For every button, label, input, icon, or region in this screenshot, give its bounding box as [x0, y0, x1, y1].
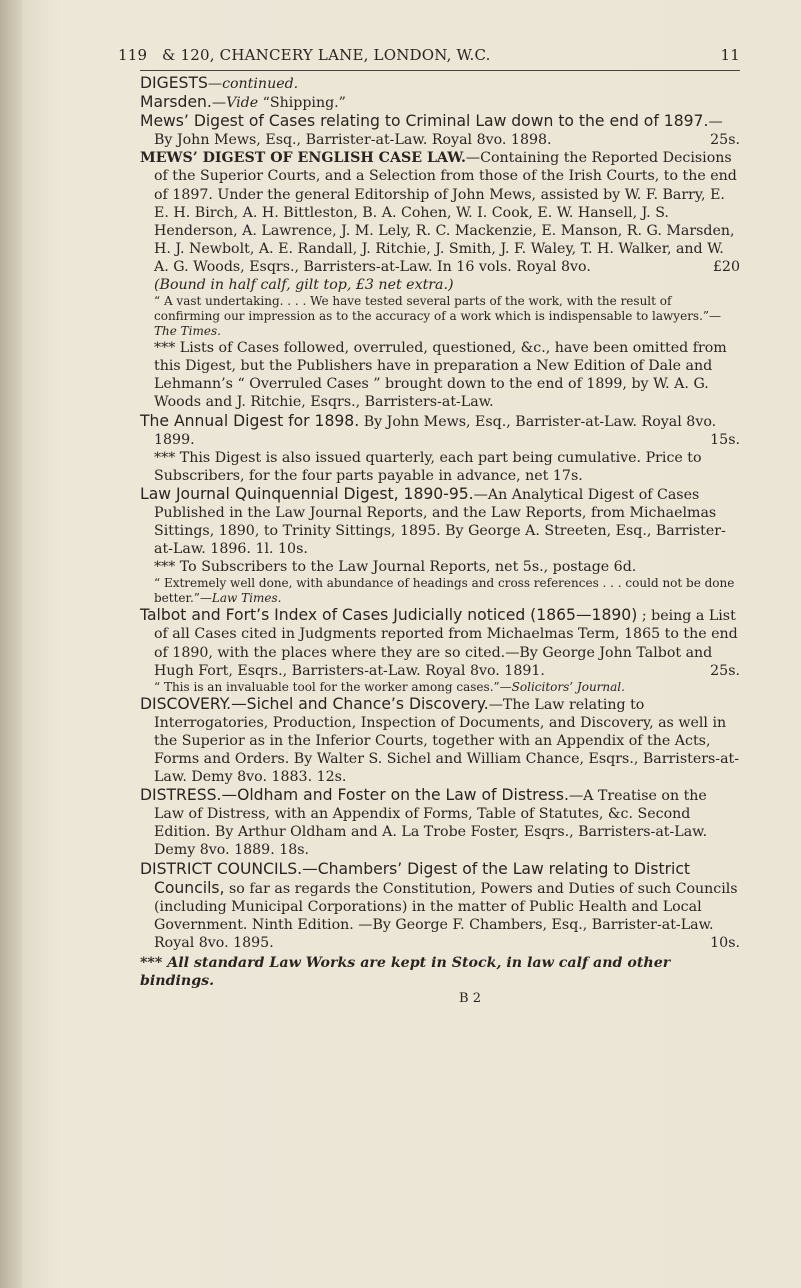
quinquennial-note: *** To Subscribers to the Law Journal Reports, net 5s., postage 6d.: [154, 559, 637, 576]
catalogue-text: [140, 74, 740, 1008]
discovery-body: —The Law relating to Interrogatories, Production, Inspection of Documents, and Discovery, as well in the Superior as in the Inferior Courts, together with an Appendix of the Acts, Forms and Orders. By Walter S. Sichel and William Chance, Esqrs., Barristers-at-Law. Demy 8vo. 1883. 12s.: [154, 696, 740, 786]
section-heading-digests: [140, 74, 740, 93]
district-price: 10s.: [710, 934, 740, 951]
annual-digest-price: 15s.: [710, 431, 740, 448]
quinquennial-quote-source: —Law Times.: [199, 591, 282, 606]
quinquennial-body: —An Analytical Digest of Cases Published in the Law Journal Reports, and the Law Reports, from Michaelmas Sittings, 1890, to Trinity Sittings, 1895. By George A. Streeten, Esq., Barrister-at-Law. 1896. 1l. 10s.: [154, 486, 726, 558]
entry-annual-digest: [140, 412, 740, 449]
marsden-vide: Vide: [226, 95, 259, 112]
entry-district-councils: [140, 860, 740, 952]
signature-mark: B 2: [459, 991, 481, 1007]
discovery-heading: DISCOVERY.: [140, 694, 232, 713]
heading-digests: DIGESTS: [140, 74, 208, 92]
district-heading: DISTRICT COUNCILS.: [140, 859, 303, 878]
english-quote-text: “ A vast undertaking. . . . We have tested several parts of the work, with the result of confirming our impression as to the accuracy of a work which is indispensable to lawyers.”: [154, 294, 710, 324]
district-title: —Chambers’ Digest of the Law relating to District Councils,: [154, 859, 691, 897]
talbot-fort-body: ; being a List of all Cases cited in Judgments reported from Michaelmas Term, 1865 to the end of 1890, with the places where they are so cited.—By George John Talbot and Hugh Fort, Esqrs., Barristers-at-Law. Royal 8vo. 1891.: [154, 608, 738, 679]
quinquennial-title: Law Journal Quinquennial Digest, 1890-95.: [140, 484, 474, 503]
english-case-law-body: —Containing the Reported Decisions of the Superior Courts, and a Selection from those of the Irish Courts, to the end of 1897. Under the general Editorship of John Mews, assisted by W. F. Barry, E. E. H. Birch, A. H. Bittleston, B. A. Cohen, W. I. Cook, E. W. Hansell, J. S. Henderson, A. Lawrence, J. M. Lely, R. C. Mackenzie, E. Manson, R. G. Marsden, H. J. Newbolt, A. E. Randall, J. Ritchie, J. Smith, J. F. Waley, T. H. Walker, and W. A. G. Woods, Esqrs., Barristers-at-Law. In 16 vols. Royal 8vo.: [154, 150, 737, 275]
entry-discovery: [140, 695, 740, 786]
talbot-quote-source: —Solicitors’ Journal.: [499, 679, 625, 694]
running-head: [118, 46, 740, 64]
english-case-law-price: £20: [712, 258, 740, 275]
english-note: *** Lists of Cases followed, overruled, questioned, &c., have been omitted from this Digest, but the Publishers have in preparation a New Edition of Dale and Lehmann’s “ Overruled Cases ” brought down to the end of 1899, by W. A. G. Woods and J. Ritchie, Esqrs., Barristers-at-Law.: [154, 340, 727, 411]
quinquennial-review-quote: [140, 576, 740, 606]
entry-english-case-law: [140, 149, 740, 276]
discovery-title: —Sichel and Chance’s Discovery.: [231, 694, 489, 713]
marsden-title: Marsden.: [140, 93, 212, 112]
talbot-fort-price: 25s.: [710, 662, 740, 679]
english-bound-note: (Bound in half calf, gilt top, £3 net extra.): [154, 277, 454, 294]
heading-continued: —continued.: [207, 76, 299, 92]
page-number-left: 119: [118, 46, 148, 64]
header-rule: [140, 70, 740, 71]
quinquennial-quote-text: “ Extremely well done, with abundance of headings and cross references . . . could not be done better.”: [154, 576, 735, 606]
entry-talbot-fort: [140, 606, 740, 679]
talbot-quote-text: “ This is an invaluable tool for the worker among cases.”: [154, 679, 500, 694]
english-case-law-title: MEWS’ DIGEST OF ENGLISH CASE LAW.: [140, 150, 466, 167]
mews-criminal-title: Mews’ Digest of Cases relating to Criminal Law down to the end of 1897.: [140, 112, 709, 131]
district-body: so far as regards the Constitution, Powers and Duties of such Councils (including Municipal Corporations) in the matter of Public Health and Local Government. Ninth Edition. —By George F. Chambers, Esq., Barrister-at-Law. Royal 8vo. 1895.: [154, 880, 738, 951]
marsden-dash: —: [211, 95, 227, 112]
footer-note: *** All standard Law Works are kept in Stock, in law calf and other bindings.: [140, 955, 671, 990]
entry-distress: [140, 786, 740, 859]
entry-mews-criminal: [140, 112, 740, 149]
annual-digest-title: The Annual Digest for 1898.: [140, 411, 360, 430]
talbot-review-quote: [140, 680, 740, 695]
annual-digest-body: By John Mews, Esq., Barrister-at-Law. Royal 8vo. 1899.: [154, 413, 717, 448]
entry-quinquennial: [140, 485, 740, 558]
distress-heading: DISTRESS.: [140, 786, 222, 805]
mews-criminal-price: 25s.: [710, 132, 740, 149]
mews-criminal-body: —By John Mews, Esq., Barrister-at-Law. Royal 8vo. 1898.: [154, 114, 723, 149]
talbot-fort-title: Talbot and Fort’s Index of Cases Judicially noticed (1865—1890): [140, 606, 638, 625]
english-review-quote: [140, 294, 740, 339]
entry-marsden: [140, 93, 740, 112]
running-head-title: & 120, CHANCERY LANE, LONDON, W.C.: [162, 46, 491, 64]
annual-note: *** This Digest is also issued quarterly, each part being cumulative. Price to Subscribers, for the four parts payable in advance, net 17s.: [154, 449, 702, 484]
distress-title: —Oldham and Foster on the Law of Distress.: [221, 786, 569, 805]
english-quote-source: —The Times.: [154, 309, 722, 339]
page-gutter: [0, 0, 22, 1288]
marsden-reference: “Shipping.”: [258, 95, 346, 112]
page-number-right: 11: [720, 46, 740, 64]
distress-body: —A Treatise on the Law of Distress, with an Appendix of Forms, Table of Statutes, &c. Second Edition. By Arthur Oldham and A. La Trobe Foster, Esqrs., Barristers-at-Law. Demy 8vo. 1889. 18s.: [154, 788, 708, 859]
